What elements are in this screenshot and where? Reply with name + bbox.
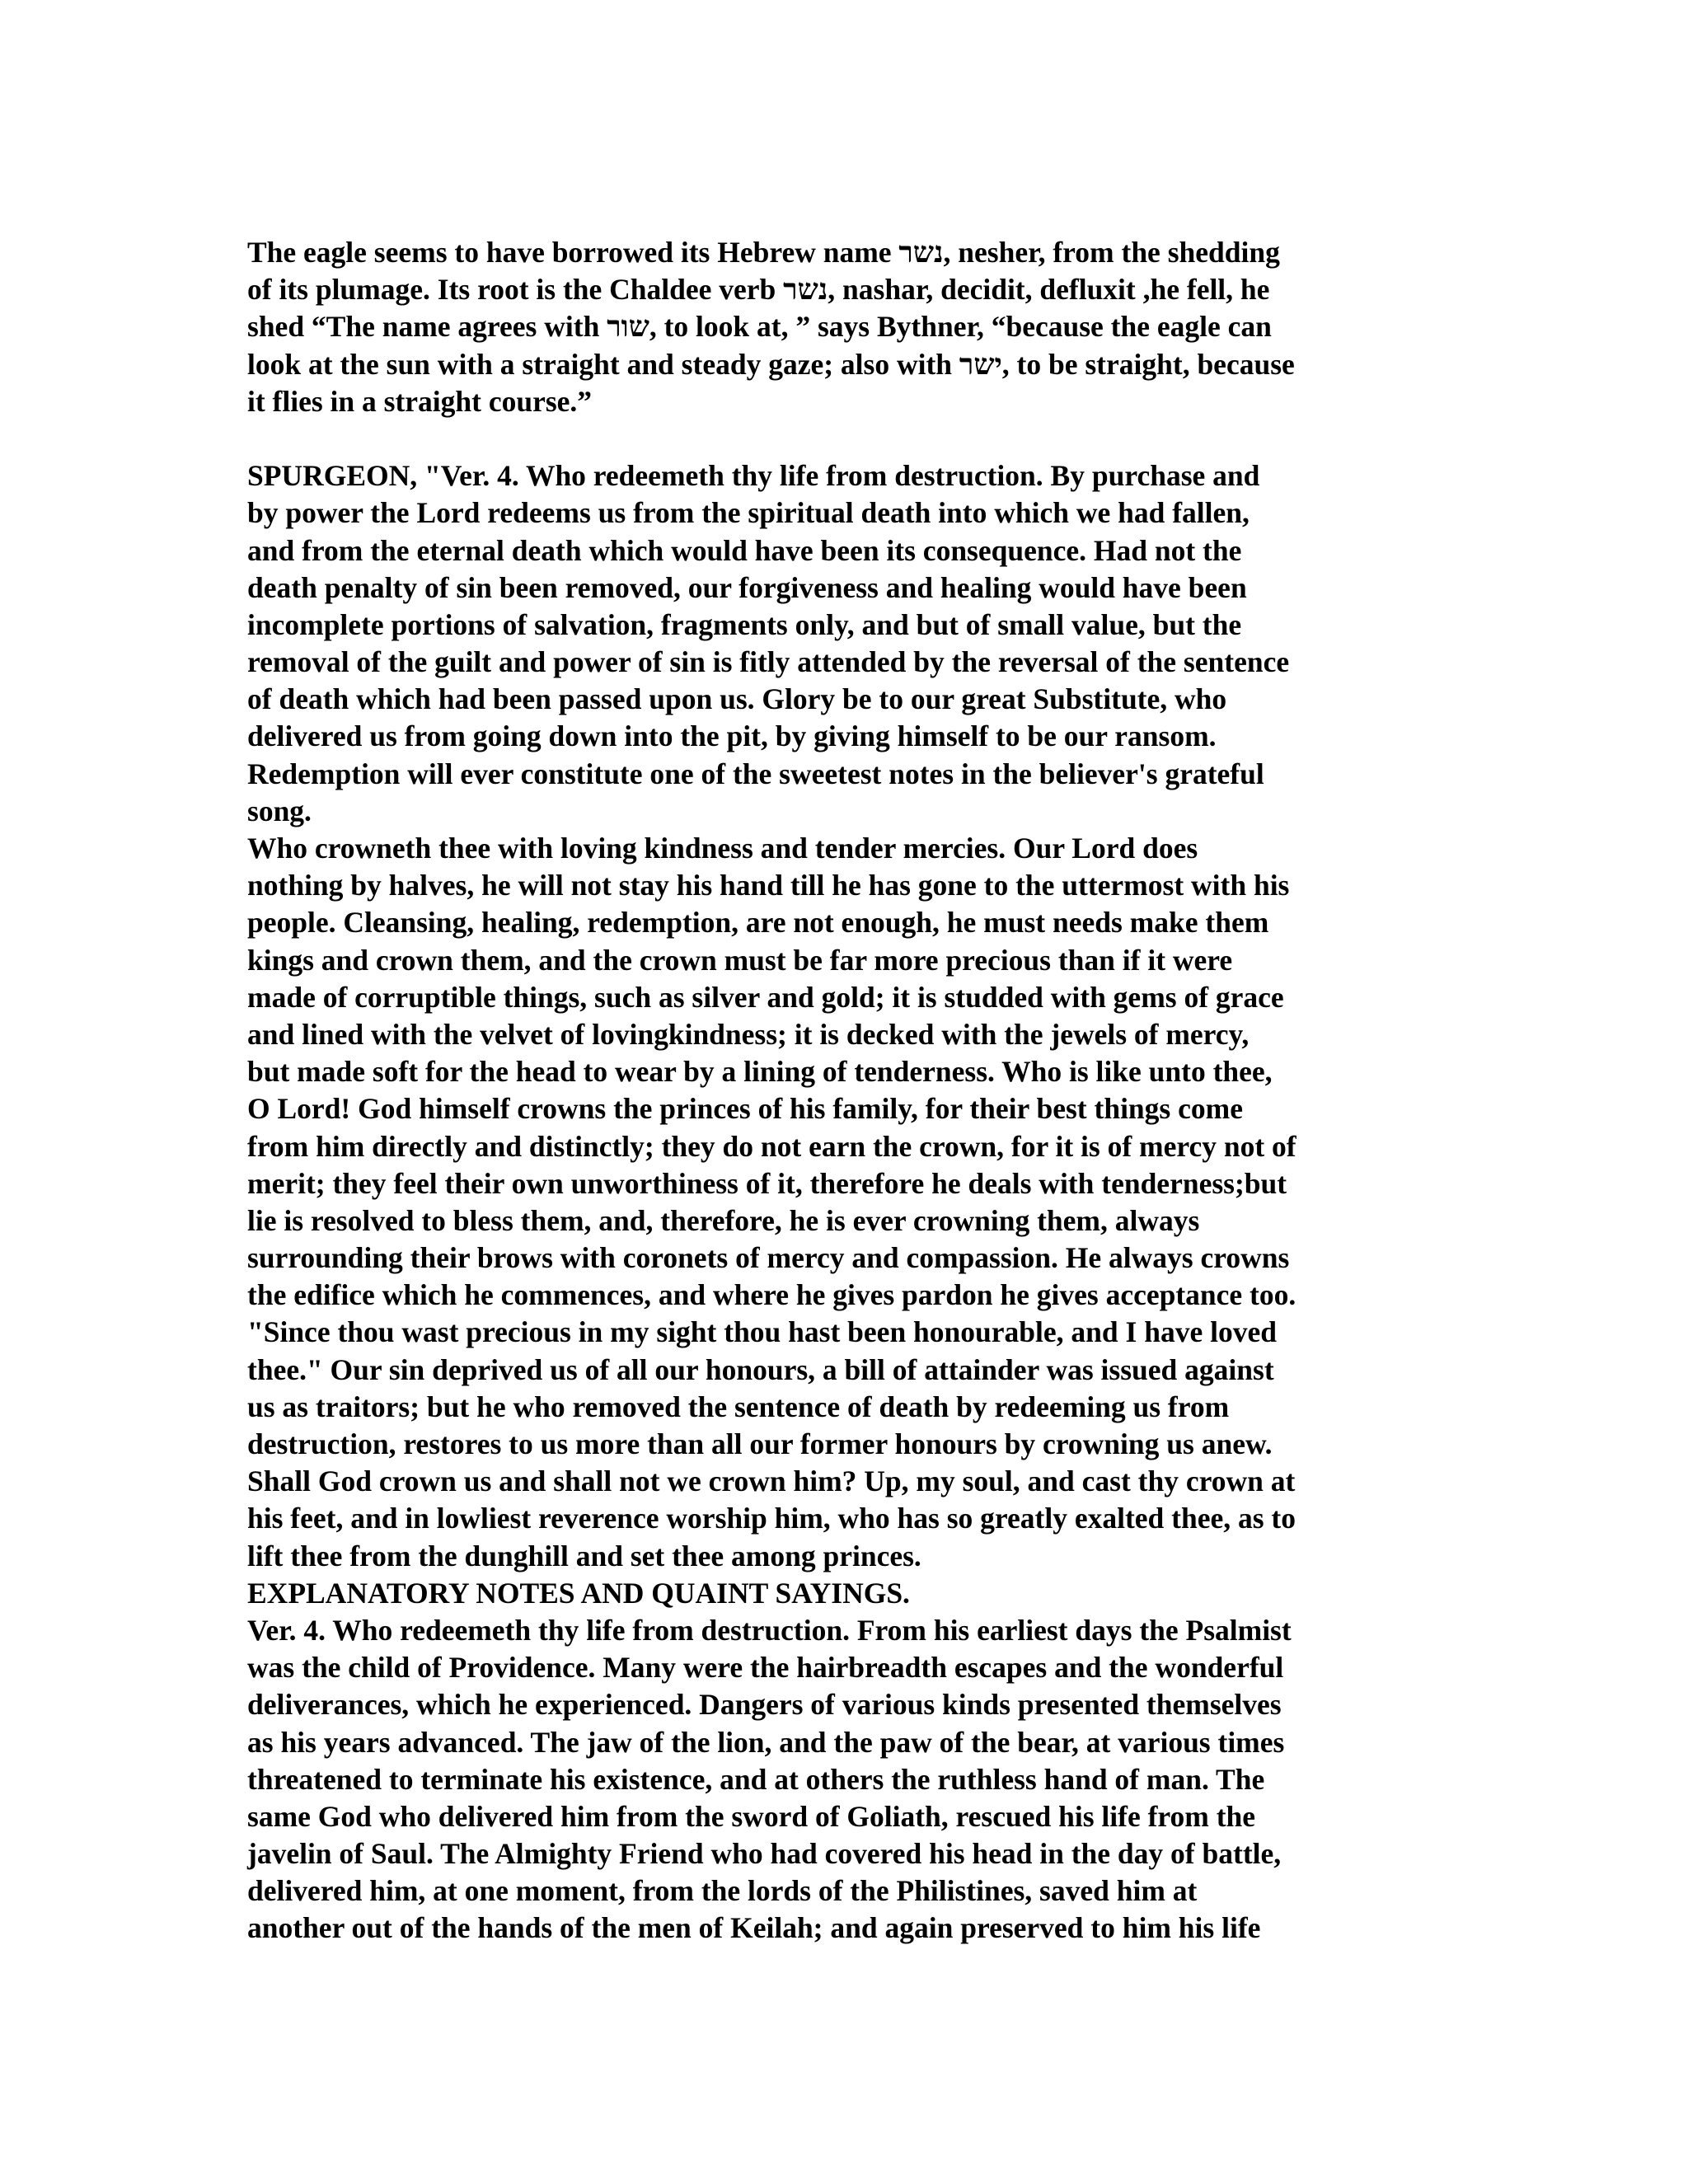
text-line: "Since thou wast precious in my sight thou hast been honourable, and I have loved xyxy=(247,1315,1277,1349)
text-line: by power the Lord redeems us from the spiritual death into which we had fallen, xyxy=(247,496,1250,530)
text-line: of death which had been passed upon us. Glory be to our great Substitute, who xyxy=(247,682,1227,716)
text-line: removal of the guilt and power of sin is fitly attended by the reversal of the sentence xyxy=(247,645,1290,679)
text-line: SPURGEON, "Ver. 4. Who redeemeth thy life from destruction. By purchase and xyxy=(247,459,1260,493)
text-line: delivered him, at one moment, from the lords of the Philistines, saved him at xyxy=(247,1874,1198,1908)
text-line: incomplete portions of salvation, fragments only, and but of small value, but the xyxy=(247,607,1242,641)
text-line: EXPLANATORY NOTES AND QUAINT SAYINGS. xyxy=(247,1576,910,1610)
document-body xyxy=(247,234,1442,1947)
text-line: another out of the hands of the men of Keilah; and again preserved to him his life xyxy=(247,1911,1261,1945)
text-line: the edifice which he commences, and where he gives pardon he gives acceptance too. xyxy=(247,1278,1296,1312)
text-line: and lined with the velvet of lovingkindness; it is decked with the jewels of mercy, xyxy=(247,1017,1250,1051)
text-line: was the child of Providence. Many were the hairbreadth escapes and the wonderful xyxy=(247,1651,1284,1685)
text-line: and from the eternal death which would have been its consequence. Had not the xyxy=(247,533,1242,567)
text-line: O Lord! God himself crowns the princes of his family, for their best things come xyxy=(247,1092,1243,1126)
paragraph-gap xyxy=(247,420,1442,457)
text-line: shed “The name agrees with שור, to look at, ” says Bythner, “because the eagle can xyxy=(247,310,1272,344)
text-line: look at the sun with a straight and steady gaze; also with ישר, to be straight, because xyxy=(247,347,1295,381)
text-line: Shall God crown us and shall not we crown him? Up, my soul, and cast thy crown at xyxy=(247,1465,1296,1498)
text-line: deliverances, which he experienced. Dangers of various kinds presented themselves xyxy=(247,1688,1282,1722)
text-line: of its plumage. Its root is the Chaldee verb נשר, nashar, decidit, defluxit ,he fell, he xyxy=(247,273,1270,307)
text-line: surrounding their brows with coronets of mercy and compassion. He always crowns xyxy=(247,1241,1290,1275)
text-line: destruction, restores to us more than all our former honours by crowning us anew. xyxy=(247,1427,1273,1460)
text-line: Who crowneth thee with loving kindness and tender mercies. Our Lord does xyxy=(247,832,1198,865)
text-line: us as traitors; but he who removed the sentence of death by redeeming us from xyxy=(247,1390,1230,1423)
text-line: javelin of Saul. The Almighty Friend who had covered his head in the day of battle, xyxy=(247,1837,1282,1871)
text-line: lift thee from the dunghill and set thee among princes. xyxy=(247,1539,921,1572)
text-line: but made soft for the head to wear by a lining of tenderness. Who is like unto thee, xyxy=(247,1055,1273,1089)
text-line: threatened to terminate his existence, and at others the ruthless hand of man. The xyxy=(247,1762,1265,1796)
text-line: nothing by halves, he will not stay his hand till he has gone to the uttermost with his xyxy=(247,869,1290,902)
text-line: kings and crown them, and the crown must be far more precious than if it were xyxy=(247,943,1233,977)
text-line: lie is resolved to bless them, and, therefore, he is ever crowning them, always xyxy=(247,1203,1200,1237)
text-line: it flies in a straight course.” xyxy=(247,384,593,418)
text-line: from him directly and distinctly; they do not earn the crown, for it is of mercy not of xyxy=(247,1129,1296,1163)
text-line: as his years advanced. The jaw of the lion, and the paw of the bear, at various times xyxy=(247,1725,1285,1759)
text-line: song. xyxy=(247,794,312,827)
text-line: merit; they feel their own unworthiness of it, therefore he deals with tenderness;but xyxy=(247,1166,1287,1200)
text-line: Redemption will ever constitute one of the sweetest notes in the believer's grateful xyxy=(247,757,1264,790)
text-line: thee." Our sin deprived us of all our honours, a bill of attainder was issued against xyxy=(247,1352,1274,1386)
text-line: death penalty of sin been removed, our forgiveness and healing would have been xyxy=(247,570,1247,604)
text-line: delivered us from going down into the pit, by giving himself to be our ransom. xyxy=(247,719,1217,753)
paragraph-spurgeon-commentary xyxy=(247,457,1442,1947)
text-line: his feet, and in lowliest reverence worship him, who has so greatly exalted thee, as to xyxy=(247,1502,1296,1535)
text-line: same God who delivered him from the sword of Goliath, rescued his life from the xyxy=(247,1799,1256,1833)
text-line: people. Cleansing, healing, redemption, are not enough, he must needs make them xyxy=(247,906,1269,940)
text-line: The eagle seems to have borrowed its Hebrew name נשר, nesher, from the shedding xyxy=(247,236,1280,269)
text-line: made of corruptible things, such as silver and gold; it is studded with gems of grace xyxy=(247,980,1284,1014)
text-line: Ver. 4. Who redeemeth thy life from destruction. From his earliest days the Psalmist xyxy=(247,1613,1292,1647)
paragraph-eagle-etymology xyxy=(247,234,1442,420)
